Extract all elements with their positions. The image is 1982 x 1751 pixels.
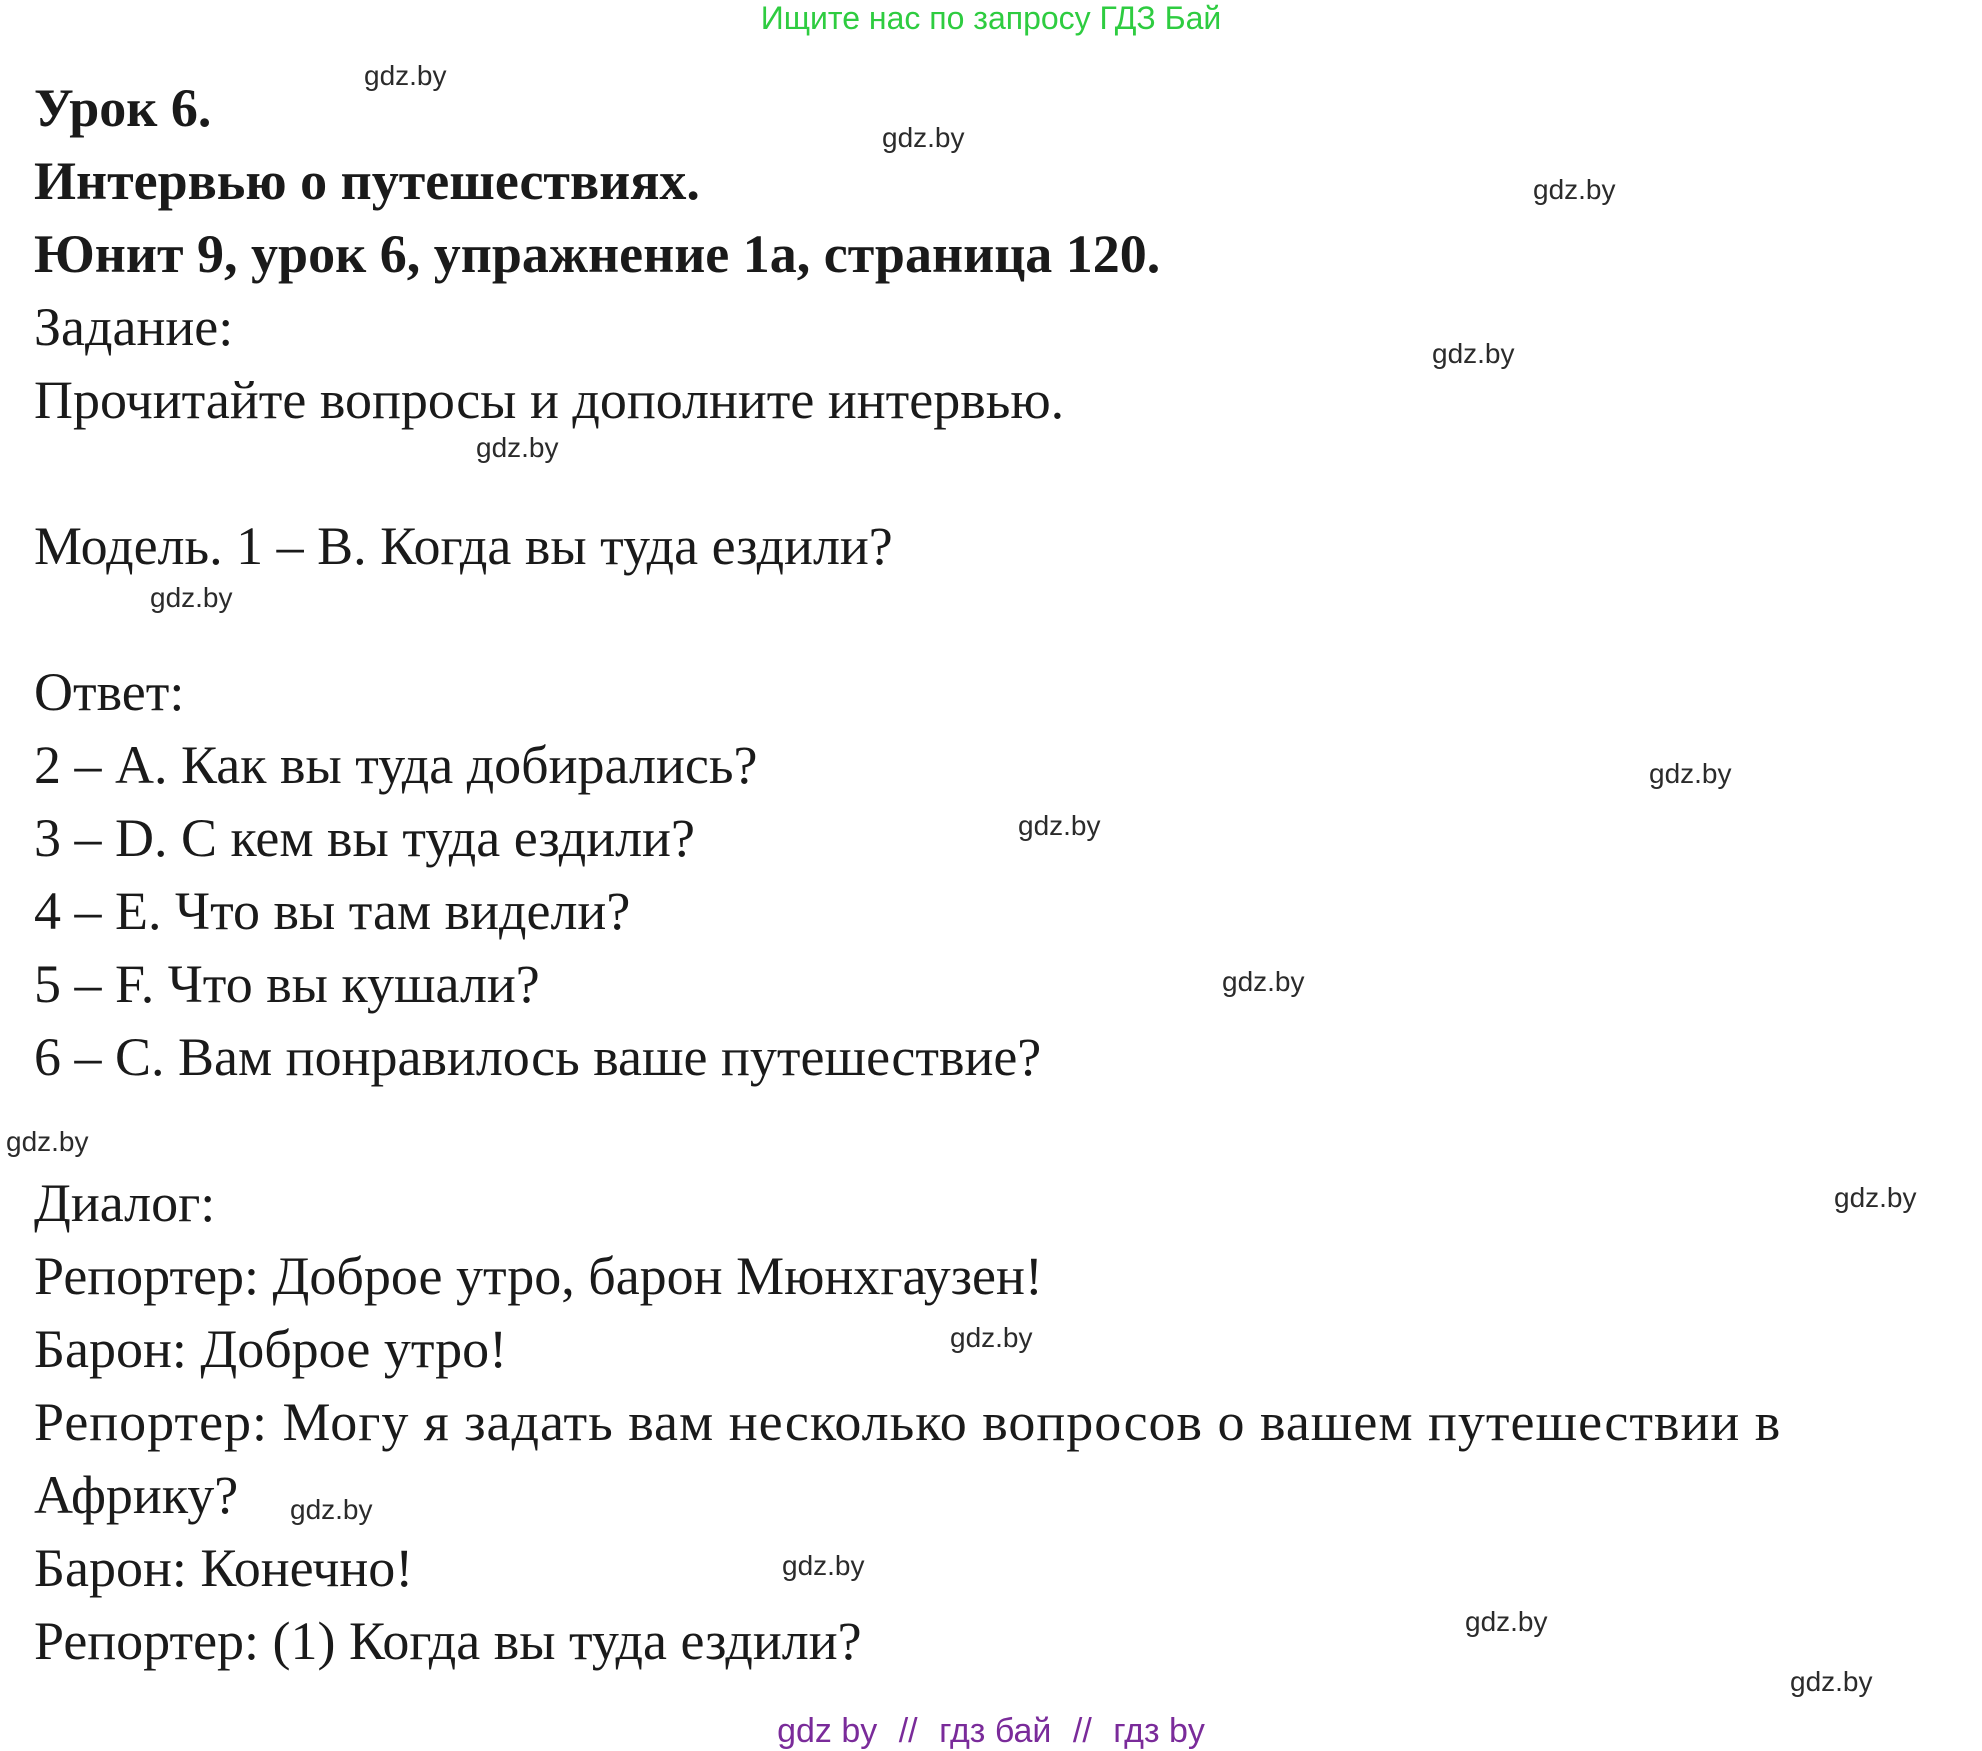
answer-item: 6 – C. Вам понравилось ваше путешествие? <box>34 1027 1042 1087</box>
document-body <box>34 72 1914 1678</box>
lesson-title: Урок 6. <box>34 78 212 138</box>
dialog-line: Барон: Конечно! <box>34 1538 414 1598</box>
footer-link[interactable]: гдз бай <box>939 1712 1052 1750</box>
dialog-line: Африку? <box>34 1465 239 1525</box>
watermark: gdz.by <box>290 1494 373 1525</box>
watermark: gdz.by <box>364 60 447 91</box>
dialog-line: Репортер: Могу я задать вам несколько вопросов о вашем путешествии в <box>34 1392 1782 1452</box>
watermark: gdz.by <box>882 122 965 153</box>
watermark: gdz.by <box>6 1126 89 1157</box>
answer-item: 5 – F. Что вы кушали? <box>34 954 540 1014</box>
model-line: Модель. 1 – B. Когда вы туда ездили? <box>34 516 893 576</box>
watermark: gdz.by <box>1018 810 1101 841</box>
dialog-line: Репортер: Доброе утро, барон Мюнхгаузен! <box>34 1246 1043 1306</box>
watermark: gdz.by <box>150 582 233 613</box>
footer-links <box>0 1712 1982 1751</box>
footer-separator: // <box>898 1712 918 1750</box>
footer-link[interactable]: gdz by <box>777 1712 878 1750</box>
watermark: gdz.by <box>1222 966 1305 997</box>
footer-separator: // <box>1072 1712 1092 1750</box>
watermark: gdz.by <box>1834 1182 1917 1213</box>
dialog-line: Репортер: (1) Когда вы туда ездили? <box>34 1611 862 1671</box>
watermark: gdz.by <box>1649 758 1732 789</box>
watermark: gdz.by <box>476 432 559 463</box>
search-banner[interactable]: Ищите нас по запросу ГДЗ Бай <box>760 0 1222 36</box>
answer-item: 3 – D. С кем вы туда ездили? <box>34 808 695 868</box>
watermark: gdz.by <box>782 1550 865 1581</box>
answer-item: 4 – E. Что вы там видели? <box>34 881 631 941</box>
watermark: gdz.by <box>1432 338 1515 369</box>
dialog-label: Диалог: <box>34 1173 216 1233</box>
exercise-reference: Юнит 9, урок 6, упражнение 1а, страница 120. <box>34 224 1161 284</box>
answer-item: 2 – А. Как вы туда добирались? <box>34 735 758 795</box>
dialog-line: Барон: Доброе утро! <box>34 1319 508 1379</box>
answer-label: Ответ: <box>34 662 185 722</box>
watermark: gdz.by <box>1533 174 1616 205</box>
watermark: gdz.by <box>1790 1666 1873 1697</box>
watermark: gdz.by <box>950 1322 1033 1353</box>
watermark: gdz.by <box>1465 1606 1548 1637</box>
task-label: Задание: <box>34 297 234 357</box>
task-text: Прочитайте вопросы и дополните интервью. <box>34 370 1065 430</box>
topic-title: Интервью о путешествиях. <box>34 151 700 211</box>
footer-link[interactable]: гдз by <box>1113 1712 1205 1750</box>
